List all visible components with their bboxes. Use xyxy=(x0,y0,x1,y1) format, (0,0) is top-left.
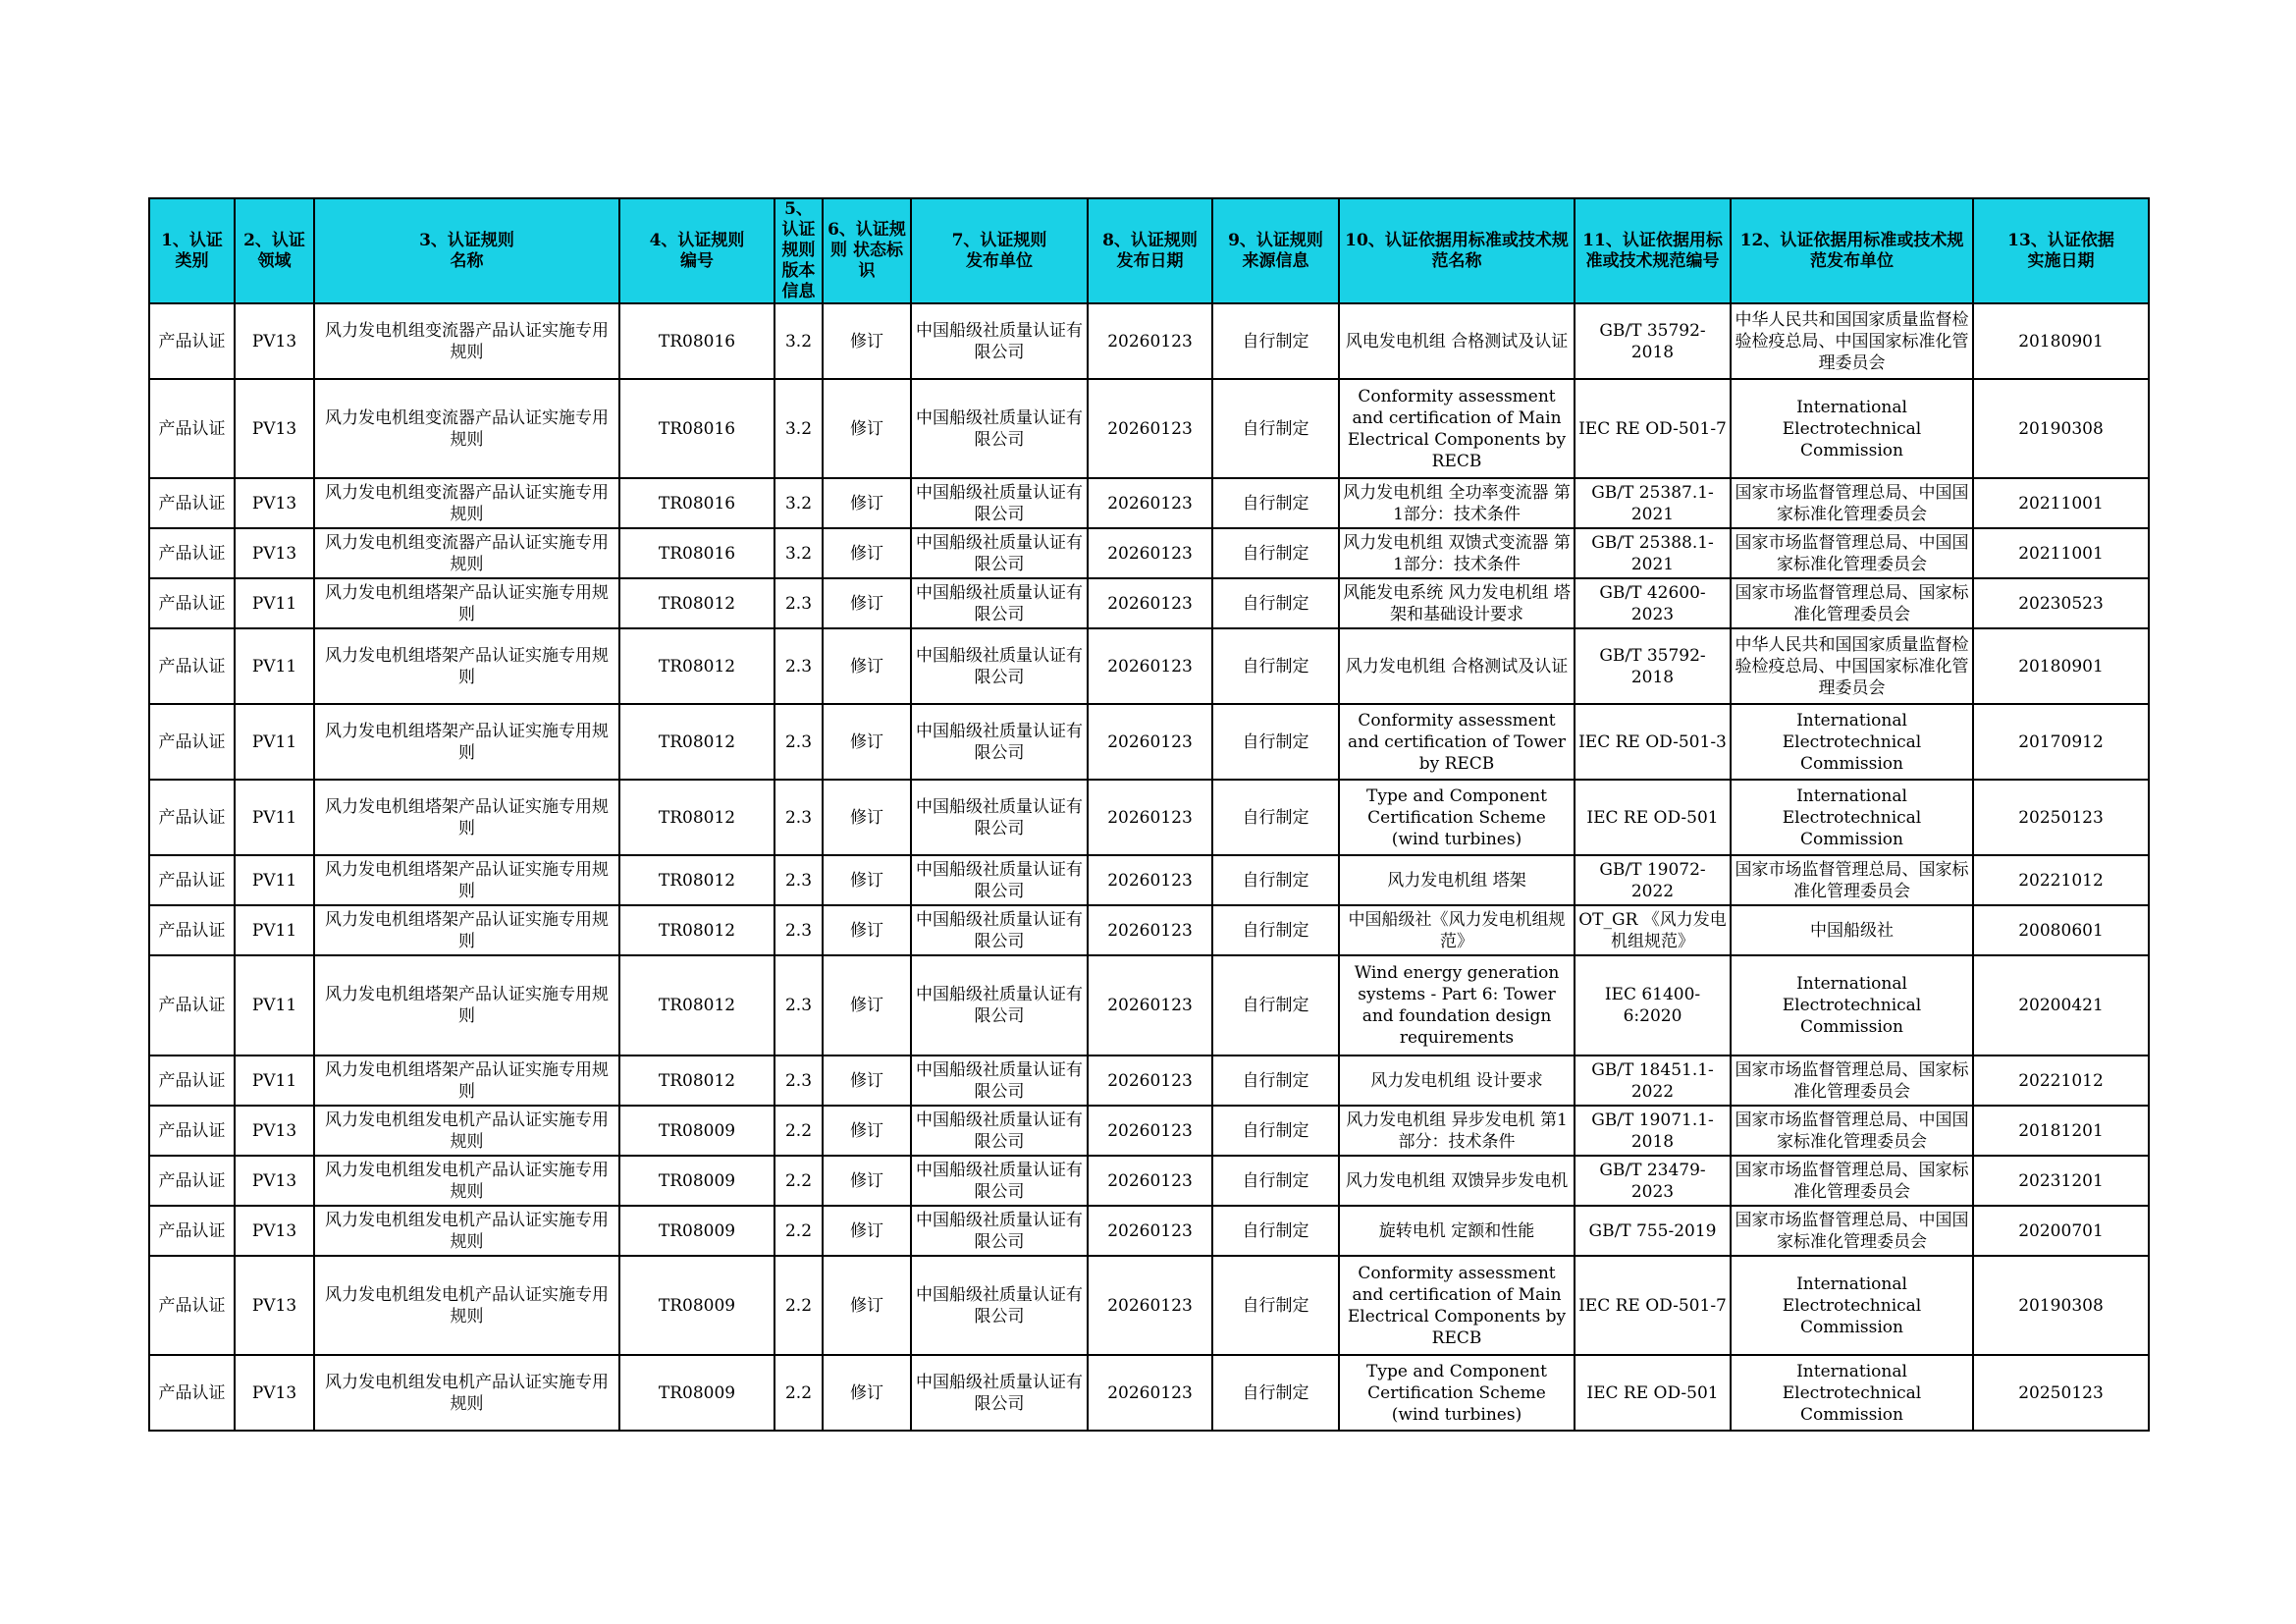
standard-publisher-cell: 国家市场监督管理总局、国家标准化管理委员会 xyxy=(1731,855,1973,905)
field-cell: PV11 xyxy=(235,628,314,704)
table-row xyxy=(149,780,2149,855)
standard-number-cell: IEC RE OD-501-7 xyxy=(1575,1256,1731,1355)
status-cell: 修订 xyxy=(823,303,911,379)
rule-name-cell: 风力发电机组变流器产品认证实施专用规则 xyxy=(314,478,619,528)
field-cell: PV11 xyxy=(235,1056,314,1106)
release-date-cell: 20260123 xyxy=(1088,1056,1212,1106)
standard-publisher-cell: International Electrotechnical Commission xyxy=(1731,955,1973,1056)
standard-publisher-cell: 国家市场监督管理总局、国家标准化管理委员会 xyxy=(1731,1056,1973,1106)
standard-publisher-cell: 国家市场监督管理总局、中国国家标准化管理委员会 xyxy=(1731,1106,1973,1156)
release-date-cell: 20260123 xyxy=(1088,1355,1212,1431)
version-cell: 2.3 xyxy=(774,955,823,1056)
standard-number-cell: IEC RE OD-501 xyxy=(1575,1355,1731,1431)
source-cell: 自行制定 xyxy=(1212,780,1339,855)
version-cell: 3.2 xyxy=(774,379,823,478)
field-cell: PV13 xyxy=(235,1355,314,1431)
status-cell: 修订 xyxy=(823,1106,911,1156)
release-date-cell: 20260123 xyxy=(1088,578,1212,628)
issuer-cell: 中国船级社质量认证有限公司 xyxy=(911,578,1088,628)
standard-number-cell: IEC RE OD-501 xyxy=(1575,780,1731,855)
field-cell: PV11 xyxy=(235,780,314,855)
standard-publisher-cell: International Electrotechnical Commission xyxy=(1731,704,1973,780)
source-cell: 自行制定 xyxy=(1212,1056,1339,1106)
source-cell: 自行制定 xyxy=(1212,628,1339,704)
standard-number-cell: GB/T 755-2019 xyxy=(1575,1206,1731,1256)
rule-code-cell: TR08012 xyxy=(619,704,774,780)
standard-name-cell: 风力发电机组 异步发电机 第1部分：技术条件 xyxy=(1339,1106,1575,1156)
category-cell: 产品认证 xyxy=(149,578,235,628)
rule-name-cell: 风力发电机组发电机产品认证实施专用规则 xyxy=(314,1355,619,1431)
version-cell: 2.3 xyxy=(774,780,823,855)
standard-publisher-cell: International Electrotechnical Commission xyxy=(1731,1256,1973,1355)
standard-name-cell: Conformity assessment and certification of Main Electrical Components by RECB xyxy=(1339,379,1575,478)
rule-code-cell: TR08016 xyxy=(619,528,774,578)
issuer-cell: 中国船级社质量认证有限公司 xyxy=(911,905,1088,955)
standard-number-cell: GB/T 19071.1-2018 xyxy=(1575,1106,1731,1156)
version-cell: 2.3 xyxy=(774,855,823,905)
rule-name-cell: 风力发电机组塔架产品认证实施专用规则 xyxy=(314,955,619,1056)
issuer-cell: 中国船级社质量认证有限公司 xyxy=(911,1355,1088,1431)
source-cell: 自行制定 xyxy=(1212,1156,1339,1206)
table-row xyxy=(149,478,2149,528)
rule-name-cell: 风力发电机组发电机产品认证实施专用规则 xyxy=(314,1156,619,1206)
status-cell: 修订 xyxy=(823,478,911,528)
standard-publisher-cell: 中华人民共和国国家质量监督检验检疫总局、中国国家标准化管理委员会 xyxy=(1731,303,1973,379)
standard-number-cell: GB/T 35792-2018 xyxy=(1575,303,1731,379)
rule-name-cell: 风力发电机组塔架产品认证实施专用规则 xyxy=(314,578,619,628)
rule-code-cell: TR08012 xyxy=(619,955,774,1056)
standard-publisher-cell: 国家市场监督管理总局、国家标准化管理委员会 xyxy=(1731,1156,1973,1206)
standard-publisher-cell: 国家市场监督管理总局、中国国家标准化管理委员会 xyxy=(1731,1206,1973,1256)
standard-number-cell: GB/T 25387.1-2021 xyxy=(1575,478,1731,528)
issuer-cell: 中国船级社质量认证有限公司 xyxy=(911,955,1088,1056)
standard-number-cell: IEC RE OD-501-7 xyxy=(1575,379,1731,478)
status-cell: 修订 xyxy=(823,780,911,855)
release-date-cell: 20260123 xyxy=(1088,855,1212,905)
release-date-cell: 20260123 xyxy=(1088,955,1212,1056)
table-row xyxy=(149,955,2149,1056)
release-date-cell: 20260123 xyxy=(1088,528,1212,578)
status-cell: 修订 xyxy=(823,379,911,478)
standard-name-cell: 风能发电系统 风力发电机组 塔架和基础设计要求 xyxy=(1339,578,1575,628)
source-cell: 自行制定 xyxy=(1212,578,1339,628)
source-cell: 自行制定 xyxy=(1212,528,1339,578)
source-cell: 自行制定 xyxy=(1212,379,1339,478)
issuer-cell: 中国船级社质量认证有限公司 xyxy=(911,855,1088,905)
rule-name-cell: 风力发电机组变流器产品认证实施专用规则 xyxy=(314,303,619,379)
field-cell: PV13 xyxy=(235,379,314,478)
standard-publisher-cell: International Electrotechnical Commission xyxy=(1731,1355,1973,1431)
header-cell: 4、认证规则 编号 xyxy=(619,198,774,303)
header-cell: 5、认证规则版本信息 xyxy=(774,198,823,303)
standard-number-cell: GB/T 42600-2023 xyxy=(1575,578,1731,628)
status-cell: 修订 xyxy=(823,578,911,628)
table-row xyxy=(149,1355,2149,1431)
status-cell: 修订 xyxy=(823,528,911,578)
category-cell: 产品认证 xyxy=(149,704,235,780)
field-cell: PV11 xyxy=(235,955,314,1056)
release-date-cell: 20260123 xyxy=(1088,905,1212,955)
source-cell: 自行制定 xyxy=(1212,1355,1339,1431)
rule-code-cell: TR08016 xyxy=(619,478,774,528)
category-cell: 产品认证 xyxy=(149,855,235,905)
rule-code-cell: TR08009 xyxy=(619,1355,774,1431)
standard-name-cell: 风电发电机组 合格测试及认证 xyxy=(1339,303,1575,379)
release-date-cell: 20260123 xyxy=(1088,1156,1212,1206)
field-cell: PV13 xyxy=(235,303,314,379)
release-date-cell: 20260123 xyxy=(1088,1256,1212,1355)
category-cell: 产品认证 xyxy=(149,1355,235,1431)
issuer-cell: 中国船级社质量认证有限公司 xyxy=(911,1156,1088,1206)
standard-number-cell: GB/T 18451.1-2022 xyxy=(1575,1056,1731,1106)
header-cell: 3、认证规则 名称 xyxy=(314,198,619,303)
header-cell: 9、认证规则 来源信息 xyxy=(1212,198,1339,303)
issuer-cell: 中国船级社质量认证有限公司 xyxy=(911,704,1088,780)
issuer-cell: 中国船级社质量认证有限公司 xyxy=(911,303,1088,379)
header-cell: 1、认证类别 xyxy=(149,198,235,303)
implementation-date-cell: 20230523 xyxy=(1973,578,2149,628)
implementation-date-cell: 20211001 xyxy=(1973,478,2149,528)
issuer-cell: 中国船级社质量认证有限公司 xyxy=(911,780,1088,855)
category-cell: 产品认证 xyxy=(149,303,235,379)
release-date-cell: 20260123 xyxy=(1088,303,1212,379)
field-cell: PV13 xyxy=(235,478,314,528)
header-cell: 13、认证依据 实施日期 xyxy=(1973,198,2149,303)
header-cell: 10、认证依据用标准或技术规范名称 xyxy=(1339,198,1575,303)
field-cell: PV11 xyxy=(235,704,314,780)
rule-name-cell: 风力发电机组变流器产品认证实施专用规则 xyxy=(314,528,619,578)
release-date-cell: 20260123 xyxy=(1088,379,1212,478)
category-cell: 产品认证 xyxy=(149,1206,235,1256)
standard-name-cell: 旋转电机 定额和性能 xyxy=(1339,1206,1575,1256)
version-cell: 2.2 xyxy=(774,1106,823,1156)
category-cell: 产品认证 xyxy=(149,955,235,1056)
release-date-cell: 20260123 xyxy=(1088,1206,1212,1256)
source-cell: 自行制定 xyxy=(1212,1206,1339,1256)
category-cell: 产品认证 xyxy=(149,905,235,955)
source-cell: 自行制定 xyxy=(1212,1256,1339,1355)
standard-number-cell: GB/T 25388.1-2021 xyxy=(1575,528,1731,578)
implementation-date-cell: 20180901 xyxy=(1973,303,2149,379)
rule-code-cell: TR08009 xyxy=(619,1256,774,1355)
implementation-date-cell: 20221012 xyxy=(1973,855,2149,905)
version-cell: 2.3 xyxy=(774,578,823,628)
table-row xyxy=(149,528,2149,578)
standard-number-cell: GB/T 23479-2023 xyxy=(1575,1156,1731,1206)
table-row xyxy=(149,704,2149,780)
standard-name-cell: Type and Component Certification Scheme (wind turbines) xyxy=(1339,1355,1575,1431)
issuer-cell: 中国船级社质量认证有限公司 xyxy=(911,478,1088,528)
field-cell: PV13 xyxy=(235,1206,314,1256)
implementation-date-cell: 20170912 xyxy=(1973,704,2149,780)
standard-name-cell: 风力发电机组 塔架 xyxy=(1339,855,1575,905)
status-cell: 修订 xyxy=(823,955,911,1056)
field-cell: PV13 xyxy=(235,1156,314,1206)
rule-code-cell: TR08009 xyxy=(619,1106,774,1156)
table-row xyxy=(149,379,2149,478)
table-row xyxy=(149,303,2149,379)
standard-number-cell: IEC 61400-6:2020 xyxy=(1575,955,1731,1056)
implementation-date-cell: 20200701 xyxy=(1973,1206,2149,1256)
field-cell: PV13 xyxy=(235,1106,314,1156)
standard-name-cell: Wind energy generation systems - Part 6: Tower and foundation design requirements xyxy=(1339,955,1575,1056)
rule-code-cell: TR08016 xyxy=(619,379,774,478)
issuer-cell: 中国船级社质量认证有限公司 xyxy=(911,1106,1088,1156)
category-cell: 产品认证 xyxy=(149,1106,235,1156)
standard-name-cell: Conformity assessment and certification of Tower by RECB xyxy=(1339,704,1575,780)
category-cell: 产品认证 xyxy=(149,1056,235,1106)
standard-publisher-cell: 中华人民共和国国家质量监督检验检疫总局、中国国家标准化管理委员会 xyxy=(1731,628,1973,704)
release-date-cell: 20260123 xyxy=(1088,478,1212,528)
version-cell: 3.2 xyxy=(774,478,823,528)
implementation-date-cell: 20181201 xyxy=(1973,1106,2149,1156)
category-cell: 产品认证 xyxy=(149,478,235,528)
header-cell: 7、认证规则 发布单位 xyxy=(911,198,1088,303)
category-cell: 产品认证 xyxy=(149,780,235,855)
version-cell: 2.2 xyxy=(774,1355,823,1431)
field-cell: PV11 xyxy=(235,578,314,628)
header-row xyxy=(149,198,2149,303)
standard-number-cell: GB/T 35792-2018 xyxy=(1575,628,1731,704)
standard-number-cell: GB/T 19072-2022 xyxy=(1575,855,1731,905)
rule-name-cell: 风力发电机组塔架产品认证实施专用规则 xyxy=(314,628,619,704)
table-row xyxy=(149,905,2149,955)
status-cell: 修订 xyxy=(823,1056,911,1106)
version-cell: 2.2 xyxy=(774,1156,823,1206)
status-cell: 修订 xyxy=(823,1156,911,1206)
rule-code-cell: TR08009 xyxy=(619,1156,774,1206)
version-cell: 2.2 xyxy=(774,1256,823,1355)
release-date-cell: 20260123 xyxy=(1088,704,1212,780)
rule-name-cell: 风力发电机组变流器产品认证实施专用规则 xyxy=(314,379,619,478)
release-date-cell: 20260123 xyxy=(1088,780,1212,855)
header-cell: 6、认证规则 状态标识 xyxy=(823,198,911,303)
rule-name-cell: 风力发电机组发电机产品认证实施专用规则 xyxy=(314,1206,619,1256)
implementation-date-cell: 20221012 xyxy=(1973,1056,2149,1106)
category-cell: 产品认证 xyxy=(149,379,235,478)
field-cell: PV11 xyxy=(235,855,314,905)
field-cell: PV13 xyxy=(235,1256,314,1355)
field-cell: PV11 xyxy=(235,905,314,955)
release-date-cell: 20260123 xyxy=(1088,628,1212,704)
standard-publisher-cell: International Electrotechnical Commission xyxy=(1731,379,1973,478)
table-row xyxy=(149,628,2149,704)
version-cell: 2.2 xyxy=(774,1206,823,1256)
implementation-date-cell: 20200421 xyxy=(1973,955,2149,1056)
table-row xyxy=(149,1256,2149,1355)
rule-code-cell: TR08012 xyxy=(619,628,774,704)
issuer-cell: 中国船级社质量认证有限公司 xyxy=(911,628,1088,704)
standard-publisher-cell: 国家市场监督管理总局、国家标准化管理委员会 xyxy=(1731,578,1973,628)
implementation-date-cell: 20250123 xyxy=(1973,780,2149,855)
release-date-cell: 20260123 xyxy=(1088,1106,1212,1156)
version-cell: 2.3 xyxy=(774,628,823,704)
standard-number-cell: OT_GR 《风力发电机组规范》 xyxy=(1575,905,1731,955)
standard-number-cell: IEC RE OD-501-3 xyxy=(1575,704,1731,780)
version-cell: 2.3 xyxy=(774,905,823,955)
status-cell: 修订 xyxy=(823,1206,911,1256)
status-cell: 修订 xyxy=(823,905,911,955)
standard-name-cell: 风力发电机组 双馈式变流器 第1部分：技术条件 xyxy=(1339,528,1575,578)
table-body xyxy=(149,303,2149,1431)
standard-publisher-cell: International Electrotechnical Commission xyxy=(1731,780,1973,855)
issuer-cell: 中国船级社质量认证有限公司 xyxy=(911,1056,1088,1106)
implementation-date-cell: 20190308 xyxy=(1973,379,2149,478)
issuer-cell: 中国船级社质量认证有限公司 xyxy=(911,528,1088,578)
rule-name-cell: 风力发电机组塔架产品认证实施专用规则 xyxy=(314,1056,619,1106)
rule-code-cell: TR08012 xyxy=(619,1056,774,1106)
version-cell: 2.3 xyxy=(774,1056,823,1106)
rule-name-cell: 风力发电机组发电机产品认证实施专用规则 xyxy=(314,1106,619,1156)
source-cell: 自行制定 xyxy=(1212,855,1339,905)
standard-name-cell: 风力发电机组 设计要求 xyxy=(1339,1056,1575,1106)
rule-code-cell: TR08012 xyxy=(619,780,774,855)
issuer-cell: 中国船级社质量认证有限公司 xyxy=(911,1256,1088,1355)
implementation-date-cell: 20231201 xyxy=(1973,1156,2149,1206)
source-cell: 自行制定 xyxy=(1212,905,1339,955)
version-cell: 3.2 xyxy=(774,303,823,379)
status-cell: 修订 xyxy=(823,1355,911,1431)
status-cell: 修订 xyxy=(823,704,911,780)
header-cell: 8、认证规则 发布日期 xyxy=(1088,198,1212,303)
standard-publisher-cell: 国家市场监督管理总局、中国国家标准化管理委员会 xyxy=(1731,478,1973,528)
rule-code-cell: TR08016 xyxy=(619,303,774,379)
implementation-date-cell: 20211001 xyxy=(1973,528,2149,578)
table-row xyxy=(149,1056,2149,1106)
rule-name-cell: 风力发电机组塔架产品认证实施专用规则 xyxy=(314,704,619,780)
table-row xyxy=(149,855,2149,905)
header-cell: 2、认证领域 xyxy=(235,198,314,303)
implementation-date-cell: 20250123 xyxy=(1973,1355,2149,1431)
standard-publisher-cell: 中国船级社 xyxy=(1731,905,1973,955)
issuer-cell: 中国船级社质量认证有限公司 xyxy=(911,379,1088,478)
header-cell: 11、认证依据用标准或技术规范编号 xyxy=(1575,198,1731,303)
rule-code-cell: TR08009 xyxy=(619,1206,774,1256)
version-cell: 2.3 xyxy=(774,704,823,780)
field-cell: PV13 xyxy=(235,528,314,578)
standard-name-cell: 风力发电机组 双馈异步发电机 xyxy=(1339,1156,1575,1206)
source-cell: 自行制定 xyxy=(1212,955,1339,1056)
status-cell: 修订 xyxy=(823,855,911,905)
table-row xyxy=(149,1206,2149,1256)
table-row xyxy=(149,1156,2149,1206)
rule-name-cell: 风力发电机组塔架产品认证实施专用规则 xyxy=(314,855,619,905)
rule-code-cell: TR08012 xyxy=(619,578,774,628)
status-cell: 修订 xyxy=(823,628,911,704)
source-cell: 自行制定 xyxy=(1212,1106,1339,1156)
rule-name-cell: 风力发电机组塔架产品认证实施专用规则 xyxy=(314,905,619,955)
table-row xyxy=(149,578,2149,628)
standard-publisher-cell: 国家市场监督管理总局、中国国家标准化管理委员会 xyxy=(1731,528,1973,578)
rule-code-cell: TR08012 xyxy=(619,855,774,905)
category-cell: 产品认证 xyxy=(149,1256,235,1355)
source-cell: 自行制定 xyxy=(1212,704,1339,780)
standard-name-cell: 风力发电机组 合格测试及认证 xyxy=(1339,628,1575,704)
standard-name-cell: 风力发电机组 全功率变流器 第1部分：技术条件 xyxy=(1339,478,1575,528)
category-cell: 产品认证 xyxy=(149,528,235,578)
rule-name-cell: 风力发电机组塔架产品认证实施专用规则 xyxy=(314,780,619,855)
implementation-date-cell: 20180901 xyxy=(1973,628,2149,704)
header-cell: 12、认证依据用标准或技术规范发布单位 xyxy=(1731,198,1973,303)
source-cell: 自行制定 xyxy=(1212,478,1339,528)
certification-rules-table xyxy=(148,197,2150,1432)
status-cell: 修订 xyxy=(823,1256,911,1355)
implementation-date-cell: 20190308 xyxy=(1973,1256,2149,1355)
category-cell: 产品认证 xyxy=(149,1156,235,1206)
issuer-cell: 中国船级社质量认证有限公司 xyxy=(911,1206,1088,1256)
standard-name-cell: Type and Component Certification Scheme (wind turbines) xyxy=(1339,780,1575,855)
source-cell: 自行制定 xyxy=(1212,303,1339,379)
rule-name-cell: 风力发电机组发电机产品认证实施专用规则 xyxy=(314,1256,619,1355)
implementation-date-cell: 20080601 xyxy=(1973,905,2149,955)
standard-name-cell: 中国船级社《风力发电机组规范》 xyxy=(1339,905,1575,955)
standard-name-cell: Conformity assessment and certification of Main Electrical Components by RECB xyxy=(1339,1256,1575,1355)
table-row xyxy=(149,1106,2149,1156)
category-cell: 产品认证 xyxy=(149,628,235,704)
rule-code-cell: TR08012 xyxy=(619,905,774,955)
version-cell: 3.2 xyxy=(774,528,823,578)
